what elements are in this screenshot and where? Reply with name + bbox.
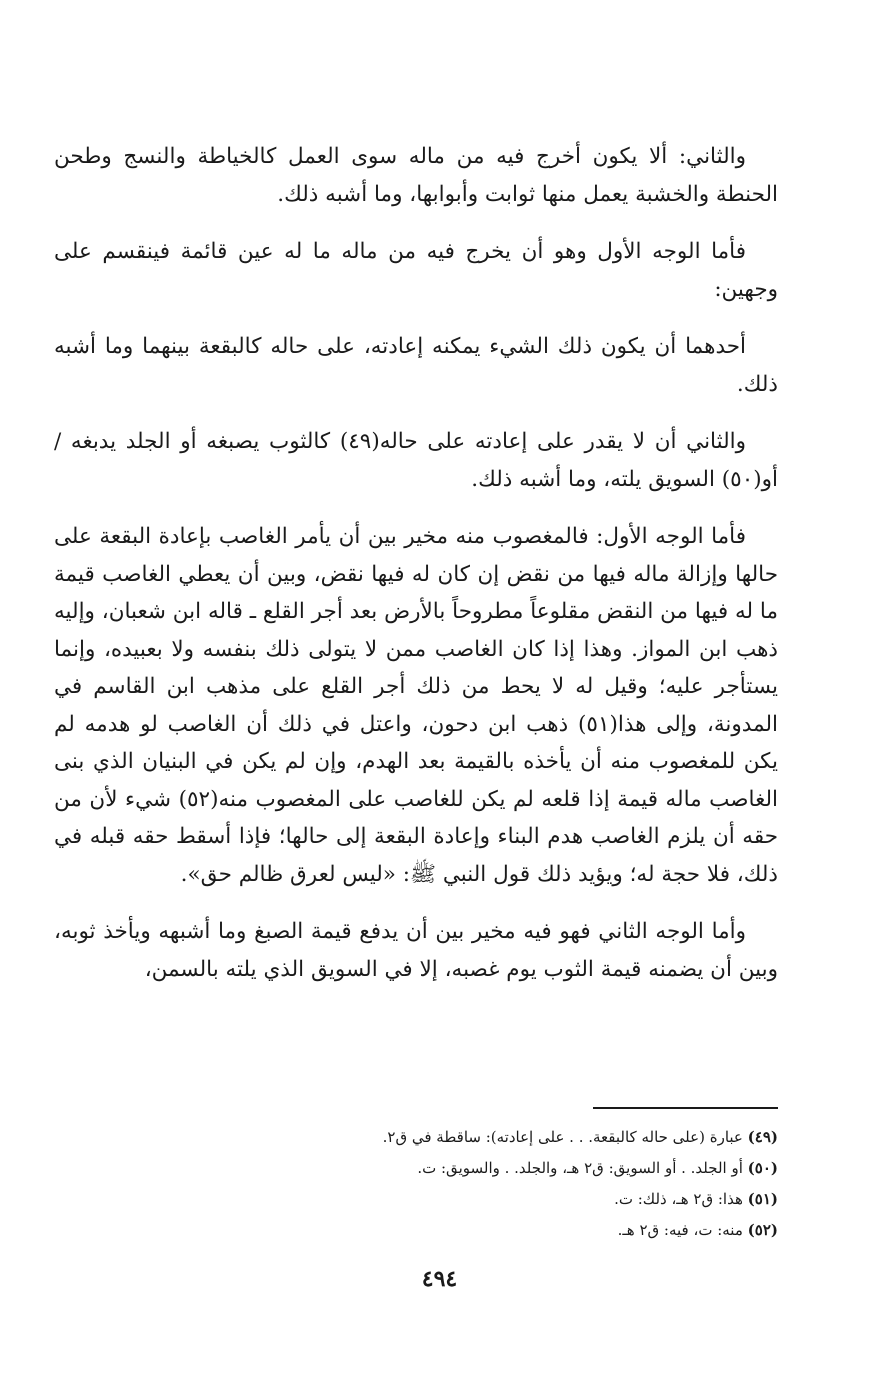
footnote-number: (٤٩)	[747, 1128, 778, 1146]
footnote-text: هذا: ق٢ هـ، ذلك: ت.	[614, 1190, 743, 1208]
footnote-item	[218, 1184, 778, 1215]
paragraph-6: وأما الوجه الثاني فهو فيه مخير بين أن يدفع قيمة الصبغ وما أشبهه ويأخذ ثوبه، وبين أن يضمنه قيمة الثوب يوم غصبه، إلا في السويق الذي يلته بالسمن،	[54, 919, 778, 982]
footnote-number: (٥١)	[747, 1190, 778, 1208]
paragraph-5: فأما الوجه الأول: فالمغصوب منه مخير بين أن يأمر الغاصب بإعادة البقعة على حالها وإزالة ماله فيها من نقض إن كان له فيها نقض، وبين أن يعطي الغاصب قيمة ما له فيها من النقض مقلوعاً مطروحاً بالأرض بعد أجر القلع ـ قاله ابن شعبان، وإليه ذهب ابن المواز. وهذا إذا كان الغاصب ممن لا يتولى ذلك بنفسه ولا بعبيده، وإنما يستأجر عليه؛ وقيل له لا يحط من ذلك أجر القلع على مذهب ابن القاسم في المدونة، وإلى هذا(٥١) ذهب ابن دحون، واعتل في ذلك أن الغاصب لو هدمه لم يكن للمغصوب منه أن يأخذه بالقيمة بعد الهدم، وإن لم يكن في البنيان الذي بنى الغاصب ماله قيمة إذا قلعه لم يكن للغاصب على المغصوب منه(٥٢) شيء لأن من حقه أن يلزم الغاصب هدم البناء وإعادة البقعة إلى حالها؛ فإذا أسقط حقه قبله في ذلك، فلا حجة له؛ ويؤيد ذلك قول النبي ﷺ: «ليس لعرق ظالم حق».	[54, 524, 778, 887]
footnote-text: أو الجلد. . أو السويق: ق٢ هـ، والجلد. . والسويق: ت.	[417, 1159, 743, 1177]
footnote-item	[218, 1153, 778, 1184]
footnote-number: (٥٠)	[747, 1159, 778, 1177]
footnotes	[218, 1122, 778, 1246]
footnote-item	[218, 1122, 778, 1153]
paragraph-1: والثاني: ألا يكون أخرج فيه من ماله سوى العمل كالخياطة والنسج وطحن الحنطة والخشبة يعمل منها ثوابت وأبوابها، وما أشبه ذلك.	[54, 144, 778, 207]
footnote-item	[218, 1215, 778, 1246]
footnote-number: (٥٢)	[747, 1221, 778, 1239]
footnote-divider	[593, 1107, 778, 1109]
main-text	[54, 138, 778, 1004]
footnote-text: عبارة (على حاله كالبقعة. . . على إعادته): ساقطة في ق٢.	[382, 1128, 743, 1146]
paragraph-4: والثاني أن لا يقدر على إعادته على حاله(٤٩) كالثوب يصبغه أو الجلد يدبغه / أو(٥٠) السويق يلته، وما أشبه ذلك.	[54, 429, 778, 492]
page-number: ٤٩٤	[421, 1266, 458, 1292]
footnote-text: منه: ت، فيه: ق٢ هـ.	[617, 1221, 743, 1239]
paragraph-3: أحدهما أن يكون ذلك الشيء يمكنه إعادته، على حاله كالبقعة بينهما وما أشبه ذلك.	[54, 334, 778, 397]
paragraph-2: فأما الوجه الأول وهو أن يخرج فيه من ماله ما له عين قائمة فينقسم على وجهين:	[54, 239, 778, 302]
